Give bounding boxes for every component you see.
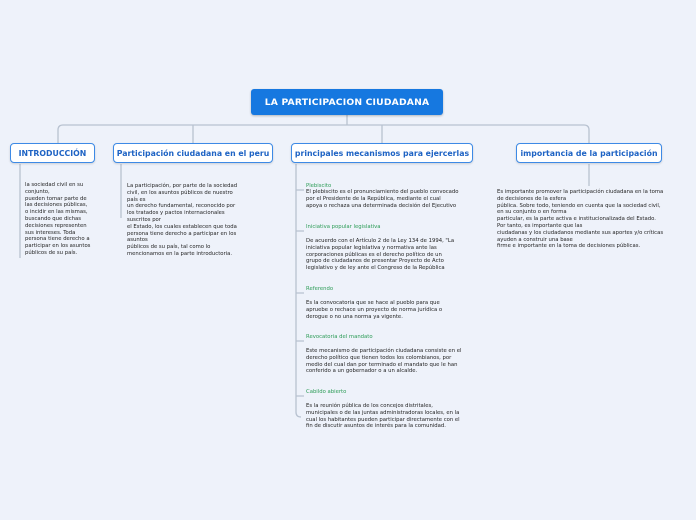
branch-bus-line — [58, 125, 589, 143]
mechanisms-trunk — [296, 164, 301, 417]
mechanism-title[interactable]: Revocatoria del mandato — [306, 334, 373, 340]
mechanism-text: Es la convocatoria que se hace al pueblo para que apruebe o rechace un proyecto de norma jurídica o derogue o no una norma ya vigente. — [306, 300, 443, 320]
branch-label: principales mecanismos para ejercerlas — [294, 148, 470, 158]
mechanism-title[interactable]: Referendo — [306, 286, 334, 292]
branch-label: Participación ciudadana en el peru — [116, 148, 270, 158]
importancia-text: Es importante promover la participación ciudadana en la toma de decisiones de la esfera pública. Sobre todo, teniendo en cuenta que la sociedad civil, en su conjunto o en forma particular, es la parte activa e institucionalizada del Estado. Por tanto, es importante que las ciudadanas y los ciudadanos mediante sus aportes y/o críticas ayuden a construir una base firme e importante en la toma de decisiones públicas. — [497, 189, 664, 250]
root-node[interactable] — [251, 89, 443, 115]
branch-label: INTRODUCCIÓN — [18, 148, 87, 158]
participacion-peru-text: La participación, por parte de la sociedad civil, en los asuntos públicos de nuestro país es un derecho fundamental, reconocido por los tratados y pactos internacionales suscritos por el Estado, los cuales establecen que toda persona tiene derecho a participar en los asuntos públicos de su país, tal como lo mencionamos en la parte introductoria. — [127, 183, 238, 257]
branch-mecanismos[interactable] — [291, 143, 473, 163]
mechanisms-ticks — [296, 190, 304, 396]
branch-participacion-peru[interactable] — [113, 143, 273, 163]
mechanism-title[interactable]: Cabildo abierto — [306, 389, 347, 395]
mechanism-text: El plebiscito es el pronunciamiento del pueblo convocado por el Presidente de la República, mediante el cual apoya o rechaza una determinada decisión del Ejecutivo — [306, 189, 459, 209]
root-title: LA PARTICIPACION CIUDADANA — [264, 96, 430, 108]
branch-introduccion[interactable] — [10, 143, 95, 163]
branch-importancia[interactable] — [516, 143, 662, 163]
introduccion-text: la sociedad civil en su conjunto, pueden tomar parte de las decisiones públicas, o incidir en las mismas, buscando que dichas decisiones representen sus intereses. Toda persona tiene derecho a participar en los asuntos públicos de su país. — [25, 182, 91, 256]
mechanism-title[interactable]: Iniciativa popular legislativa — [306, 224, 381, 230]
mechanism-text: Este mecanismo de participación ciudadana consiste en el derecho político que tienen todos los colombianos, por medio del cual dan por terminado el mandato que le han conferido a un gobernador o a un alcalde. — [306, 348, 462, 375]
branch-label: importancia de la participación — [520, 148, 658, 158]
mechanism-title[interactable]: Plebiscito — [306, 183, 332, 189]
mechanism-text: Es la reunión pública de los concejos distritales, municipales o de las juntas administradoras locales, en la cual los habitantes pueden participar directamente con el fin de discutir asuntos de interés para la comunidad. — [306, 403, 460, 430]
mechanism-text: De acuerdo con el Artículo 2 de la Ley 134 de 1994, "La iniciativa popular legislativa y normativa ante las corporaciones públicas es el derecho político de un grupo de ciudadanos de presentar Proyecto de Acto legislativo y de ley ante el Congreso de la República — [306, 238, 455, 272]
